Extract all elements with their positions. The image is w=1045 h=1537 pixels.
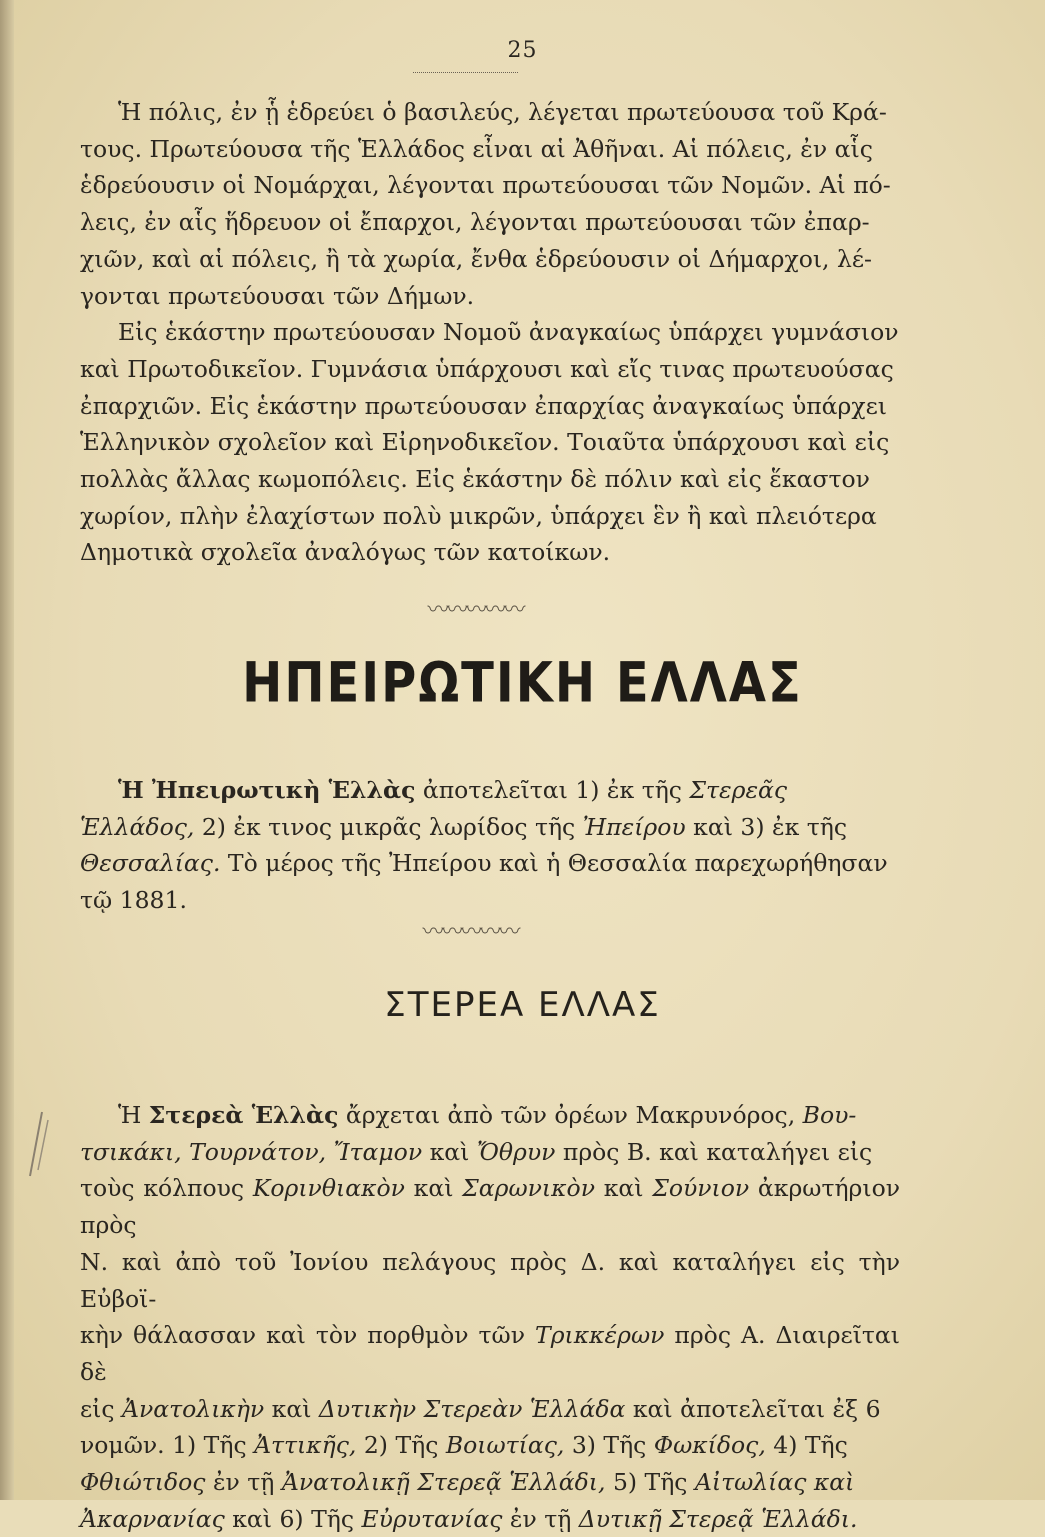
text-line: χιῶν, καὶ αἱ πόλεις, ἢ τὰ χωρία, ἔνθα ἑδρεύουσιν οἱ Δήμαρχοι, λέ- [80,244,873,273]
text-line: πολλὰς ἄλλας κωμοπόλεις. Εἰς ἑκάστην δὲ πόλιν καὶ εἰς ἕκαστον [80,465,870,494]
section-heading-sterea: ΣΤΕΡΕΑ ΕΛΛΑΣ [384,985,661,1025]
text-span: πρὸς Β. καὶ καταλήγει εἰς [555,1137,873,1166]
text-span: καὶ [404,1174,463,1203]
text-line [80,809,900,846]
text-line [80,1427,900,1464]
ornament-divider: 〰〰〰〰〰 [427,604,523,618]
text-span: καὶ [264,1394,319,1423]
paragraph-sterea [80,1097,900,1537]
page-number-rule [413,72,518,73]
text-line: γονται πρωτεύουσαι τῶν Δήμων. [80,281,475,310]
text-span: 3) Τῆς [564,1431,654,1460]
text-line: Εἰς ἑκάστην πρωτεύουσαν Νομοῦ ἀναγκαίως ὑπάρχει γυμνάσιον [118,318,899,347]
italic-term: Ὄθρυν [476,1137,556,1166]
italic-term: Φωκίδος, [653,1431,766,1460]
text-span: καὶ 6) Τῆς [224,1504,362,1533]
text-span: καὶ ἀποτελεῖται ἐξ 6 [625,1394,881,1423]
text-line: Ν. καὶ ἀπὸ τοῦ Ἰονίου πελάγους πρὸς Δ. καὶ καταλήγει εἰς τὴν Εὐβοϊ- [80,1247,900,1313]
italic-term: Φθιώτιδος [80,1468,206,1497]
text-line: καὶ Πρωτοδικεῖον. Γυμνάσια ὑπάρχουσι καὶ εἴς τινας πρωτευούσας [80,354,894,383]
text-line [80,1170,900,1243]
text-span: εἰς [80,1394,123,1423]
text-line [80,1134,900,1171]
text-span: Ἡ [118,1101,149,1129]
text-line: Ἑλληνικὸν σχολεῖον καὶ Εἰρηνοδικεῖον. Τοιαῦτα ὑπάρχουσι καὶ εἰς [80,428,890,457]
bold-term: Στερεὰ Ἑλλὰς [148,1101,339,1129]
text-span: τοὺς κόλπους [80,1174,253,1203]
text-line: Δημοτικὰ σχολεῖα ἀναλόγως τῶν κατοίκων. [80,538,611,567]
text-line: τῷ 1881. [80,886,187,915]
text-span: πρὸς Α. Διαιρεῖται δὲ [80,1321,900,1386]
text-line: χωρίον, πλὴν ἐλαχίστων πολὺ μικρῶν, ὑπάρχει ἓν ἢ καὶ πλειότερα [80,501,877,530]
text-line: ἐπαρχιῶν. Εἰς ἑκάστην πρωτεύουσαν ἐπαρχίας ἀναγκαίως ὑπάρχει [80,391,887,420]
page-binding-edge [0,0,14,1500]
italic-term: Βοιωτίας, [445,1431,565,1460]
text-span: ἐν τῇ [502,1504,579,1533]
text-line [80,772,900,809]
italic-term: Ἀκαρνανίας [80,1504,225,1533]
text-line [80,1391,900,1428]
italic-term: Βου- [802,1101,857,1129]
page-number: 25 [507,38,538,63]
text-span [326,1138,333,1166]
italic-term: Αἰτωλίας καὶ [694,1468,855,1497]
italic-term: Ἠπείρου [582,812,686,841]
italic-term: Ἀνατολικὴν [122,1394,265,1423]
text-line: ἑδρεύουσιν οἱ Νομάρχαι, λέγονται πρωτεύουσαι τῶν Νομῶν. Αἱ πό- [80,171,891,200]
bold-term: Ἡ Ἠπειρωτικὴ Ἑλλὰς [118,776,416,804]
text-span: ἀκρωτήριον πρὸς [80,1174,901,1240]
text-line [80,1317,900,1390]
italic-term: Τρικκέρων [535,1321,665,1350]
text-line [80,1501,900,1537]
italic-term: Ἑλλάδος, [80,812,195,841]
text-span: 4) Τῆς [765,1431,848,1460]
italic-term: Σαρωνικὸν [462,1174,595,1203]
text-span: ἀποτελεῖται 1) ἐκ τῆς [415,776,690,804]
text-line: λεις, ἐν αἷς ἥδρευον οἱ ἔπαρχοι, λέγονται πρωτεύουσαι τῶν ἐπαρ- [80,208,870,237]
italic-term: Στερεᾶς [689,776,788,804]
text-line: Ἡ πόλις, ἐν ᾗ ἑδρεύει ὁ βασιλεύς, λέγεται πρωτεύουσα τοῦ Κρά- [118,98,887,126]
italic-term: Σούνιον [652,1174,750,1203]
text-line [80,845,900,882]
italic-term: Ἴταμον [333,1137,423,1166]
italic-term: Ἀττικῆς, [254,1431,357,1460]
text-line: τους. Πρωτεύουσα τῆς Ἑλλάδος εἶναι αἱ Ἀθῆναι. Αἱ πόλεις, ἐν αἷς [80,134,873,163]
text-span: καὶ 3) ἐκ τῆς [685,812,847,841]
italic-term: Κορινθιακὸν [252,1174,405,1203]
text-line [80,1464,900,1501]
text-span: 2) Τῆς [356,1431,446,1460]
italic-term: Ἀνατολικῇ Στερεᾷ Ἑλλάδι, [281,1468,606,1497]
ornament-divider: 〰〰〰〰〰 [422,926,518,940]
italic-term: Δυτικῇ Στερεᾷ Ἑλλάδι. [578,1504,858,1533]
text-span: 2) ἐκ τινος μικρᾶς λωρίδος τῆς [194,812,583,841]
text-span: νομῶν. 1) Τῆς [80,1431,255,1460]
text-span: κὴν θάλασσαν καὶ τὸν πορθμὸν τῶν [80,1321,536,1350]
text-span: ἄρχεται ἀπὸ τῶν ὀρέων Μακρυνόρος, [338,1101,803,1129]
italic-term: Θεσσαλίας. [80,849,221,878]
italic-term: Εὐρυτανίας [361,1504,503,1533]
text-span: Τὸ μέρος τῆς Ἠπείρου καὶ ἡ Θεσσαλία παρεχωρήθησαν [220,849,888,878]
text-span: καὶ [422,1137,477,1166]
section-heading-epirotiki: ΗΠΕΙΡΩΤΙΚΗ ΕΛΛΑΣ [242,650,803,716]
text-span: ἐν τῇ [205,1468,282,1497]
text-line [80,1097,900,1134]
text-span: καὶ [594,1174,653,1203]
text-span: 5) Τῆς [605,1468,695,1497]
paragraph-epirotiki [80,772,900,919]
italic-term: Δυτικὴν Στερεὰν Ἑλλάδα [318,1394,626,1423]
margin-pencil-mark [22,1110,52,1180]
paragraph-capitals [80,94,900,571]
italic-term: τσικάκι, Τουρνάτον, [80,1137,327,1166]
